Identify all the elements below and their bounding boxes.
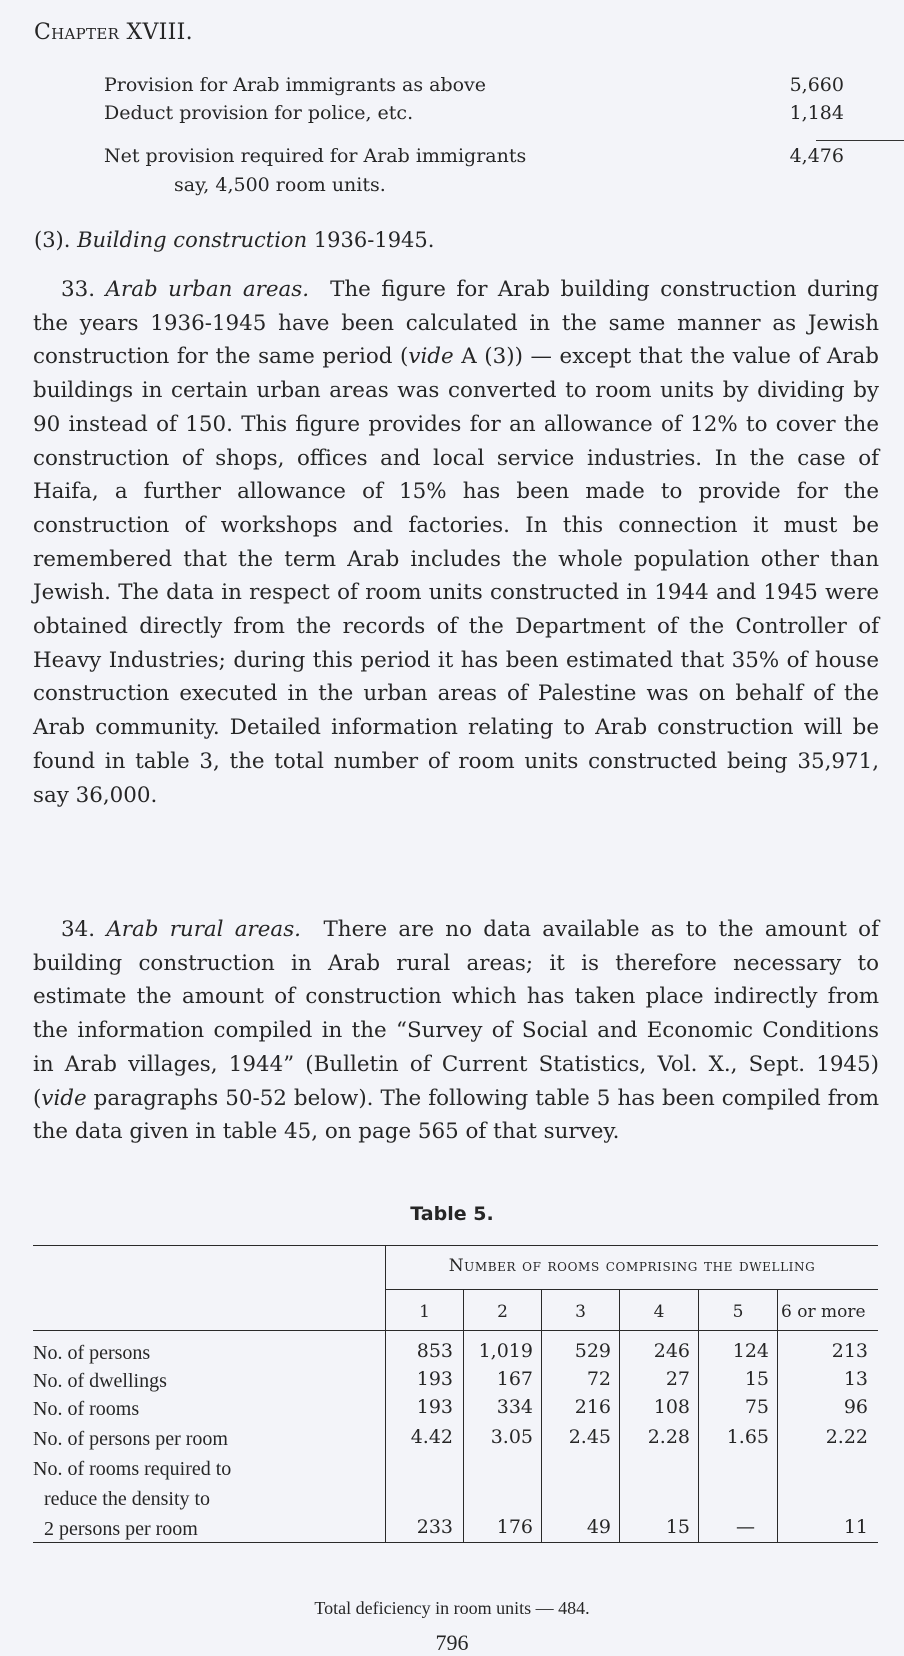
table-cell: 11: [843, 1516, 868, 1538]
paragraph-heading: Arab rural areas.: [106, 917, 301, 942]
column-divider: [698, 1290, 699, 1542]
paragraph-text: paragraphs 50-52 below). The following table 5 has been compiled from the data given in table 45, on page 565 of that survey.: [33, 1085, 879, 1145]
summary-note: say, 4,500 room units.: [174, 174, 386, 196]
column-divider: [463, 1290, 464, 1542]
table-cell: 529: [574, 1340, 611, 1362]
table-cell: 2.22: [825, 1426, 868, 1448]
column-divider: [777, 1290, 778, 1542]
column-divider: [385, 1246, 386, 1542]
column-header: 4: [653, 1302, 665, 1322]
table-cell: 96: [843, 1396, 868, 1418]
paragraph-33: [33, 273, 879, 812]
vide-italic: vide: [41, 1085, 87, 1111]
table-cell: —: [736, 1516, 755, 1538]
table-cell: 216: [574, 1396, 611, 1418]
section-number: (3).: [34, 228, 71, 252]
page-number: 796: [435, 1630, 469, 1655]
summary-value: 5,660: [789, 74, 844, 96]
paragraph-number: 33.: [61, 277, 96, 302]
column-header: 3: [575, 1302, 586, 1322]
summary-row: [104, 102, 844, 130]
table-title: Table 5.: [410, 1203, 494, 1225]
column-header: 6 or more: [781, 1302, 866, 1322]
summary-label: Deduct provision for police, etc.: [104, 102, 414, 124]
table-cell: 4.42: [410, 1426, 453, 1448]
group-header-rule: [386, 1289, 878, 1290]
row-label: reduce the density to: [44, 1488, 211, 1510]
paragraph-text: The figure for Arab building construction during the years 1936-1945 have been calculated in the same manner as Jewish construction for the same period (: [33, 277, 879, 370]
section-period: 1936-1945.: [313, 228, 435, 252]
table-cell: 2.45: [568, 1426, 611, 1448]
summary-row: [104, 74, 844, 102]
table-cell: 176: [496, 1516, 533, 1538]
column-divider: [541, 1290, 542, 1542]
paragraph-text: There are no data available as to the amount of building construction in Arab rural areas; it is therefore necessary to estimate the amount of construction which has taken place indirectly from the information compiled in the “Survey of Social and Economic Conditions in Arab villages, 1944” (Bulletin of Current Statistics, Vol. X., Sept. 1945) (: [33, 917, 879, 1111]
table-cell: 853: [416, 1340, 453, 1362]
table-cell: 3.05: [490, 1426, 533, 1448]
paragraph-heading: Arab urban areas.: [105, 277, 310, 302]
paragraph-34: [33, 913, 879, 1149]
table-cell: 124: [732, 1340, 769, 1362]
row-label: No. of rooms: [33, 1398, 140, 1420]
row-label: No. of persons per room: [33, 1428, 228, 1450]
paragraph-text: A (3)) — except that the value of Arab buildings in certain urban areas was converted to room units by dividing by 90 instead of 150. This figure provides for an allowance of 12% to cover the construction of shops, offices and local service industries. In the case of Haifa, a further allowance of 15% has been made to provide for the construction of workshops and factories. In this connection it must be remembered that the term Arab includes the whole population other than Jewish. The data in respect of room units constructed in 1944 and 1945 were obtained directly from the records of the Department of the Controller of Heavy Industries; during this period it has been estimated that 35% of house construction executed in the urban areas of Palestine was on behalf of the Arab community. Detailed information relating to Arab construction will be found in table 3, the total number of room units constructed being 35,971, say 36,000.: [33, 344, 879, 808]
chapter-heading: Chapter XVIII.: [34, 20, 193, 45]
table-cell: 15: [744, 1368, 769, 1390]
table-cell: 75: [744, 1396, 769, 1418]
sum-rule: [816, 140, 904, 141]
vide-italic: vide: [408, 344, 454, 370]
column-header: 1: [419, 1302, 430, 1322]
section-heading: [34, 228, 434, 252]
summary-value: 4,476: [789, 145, 844, 167]
table-cell: 213: [831, 1340, 868, 1362]
table-cell: 167: [496, 1368, 533, 1390]
row-label: No. of rooms required to: [33, 1458, 232, 1480]
section-title: Building construction: [77, 228, 308, 252]
table-cell: 15: [665, 1516, 690, 1538]
row-label: No. of persons: [33, 1342, 151, 1364]
table-top-rule: [33, 1245, 878, 1246]
summary-note-row: [104, 174, 844, 202]
table-cell: 1.65: [726, 1426, 769, 1448]
summary-label: Net provision required for Arab immigrants: [104, 145, 527, 167]
table-cell: 27: [665, 1368, 690, 1390]
table-cell: 233: [416, 1516, 453, 1538]
column-header-rule: [33, 1330, 878, 1331]
summary-value: 1,184: [789, 102, 844, 124]
table-footnote: Total deficiency in room units — 484.: [314, 1598, 590, 1618]
table-cell: 193: [416, 1368, 453, 1390]
table-cell: 13: [843, 1368, 868, 1390]
summary-row: [104, 145, 844, 173]
table-cell: 1,019: [478, 1340, 533, 1362]
paragraph-number: 34.: [61, 917, 96, 942]
table-cell: 49: [586, 1516, 611, 1538]
row-label: No. of dwellings: [33, 1370, 167, 1392]
table-cell: 193: [416, 1396, 453, 1418]
column-divider: [619, 1290, 620, 1542]
table-bottom-rule: [33, 1542, 878, 1543]
column-header: 2: [497, 1302, 508, 1322]
table-group-header: Number of rooms comprising the dwelling: [448, 1256, 816, 1276]
column-header: 5: [732, 1302, 744, 1322]
summary-label: Provision for Arab immigrants as above: [104, 74, 487, 96]
table-cell: 246: [653, 1340, 690, 1362]
table-cell: 72: [586, 1368, 611, 1390]
table-cell: 334: [496, 1396, 533, 1418]
table-cell: 2.28: [647, 1426, 690, 1448]
table-cell: 108: [653, 1396, 690, 1418]
row-label: 2 persons per room: [44, 1518, 198, 1540]
